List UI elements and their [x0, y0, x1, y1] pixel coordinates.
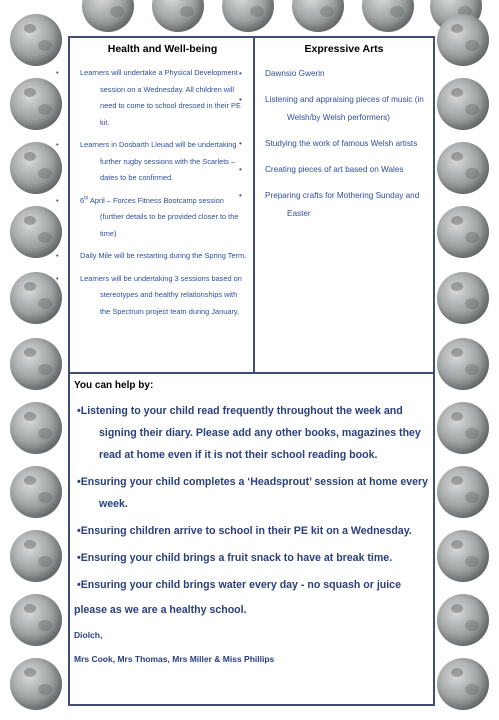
list-item: •Ensuring your child completes a ‘Headsprout’ session at home every week.	[77, 476, 429, 510]
health-wellbeing-panel	[56, 36, 255, 374]
moon-icon	[362, 0, 414, 32]
moon-icon	[152, 0, 204, 32]
moon-icon	[10, 338, 62, 390]
list-item: Dawnsio Gwerin	[265, 69, 325, 78]
list-item: Creating pieces of art based on Wales	[265, 165, 404, 174]
expressive-arts-title: Expressive Arts	[304, 43, 384, 55]
list-item: • Learners will undertake a Physical Development session on a Wednesday. All children will need to come to school dressed in their PE kit.	[56, 68, 241, 127]
list-item: • Learners in Dosbarth Lleuad will be undertaking further rugby sessions with the Scarlets – dates to be confirmed.	[56, 140, 237, 182]
list-item: •Ensuring children arrive to school in their PE kit on a Wednesday.	[77, 525, 412, 537]
moon-icon	[10, 272, 62, 324]
moon-icon	[10, 658, 62, 710]
list-item: •Ensuring your child brings a fruit snack to have at break time.	[77, 552, 393, 564]
list-item: Studying the work of famous Welsh artists	[265, 139, 418, 148]
moon-icon	[10, 78, 62, 130]
moon-icon	[10, 594, 62, 646]
sign-off: Diolch,	[74, 630, 103, 640]
moon-icon	[437, 78, 489, 130]
health-wellbeing-title: Health and Well-being	[107, 43, 218, 55]
list-item: • 6th April – Forces Fitness Bootcamp session (further details to be provided closer to the time)	[56, 195, 239, 238]
moon-icon	[10, 466, 62, 518]
moon-icon	[437, 338, 489, 390]
moon-icon	[292, 0, 344, 32]
list-item: Listening and appraising pieces of music (in Welsh/by Welsh performers)	[265, 95, 424, 122]
list-item: • Daily Mile will be restarting during the Spring Term.	[56, 251, 247, 260]
moon-icon	[437, 142, 489, 194]
moon-icon	[222, 0, 274, 32]
moon-icon	[437, 402, 489, 454]
moon-icon	[437, 466, 489, 518]
moon-icon	[437, 206, 489, 258]
signatories: Mrs Cook, Mrs Thomas, Mrs Miller & Miss Phillips	[74, 654, 275, 664]
list-item: •Ensuring your child brings water every day - no squash or juice	[77, 579, 401, 591]
health-wellbeing-list	[56, 65, 249, 320]
moon-icon	[437, 658, 489, 710]
moon-icon	[437, 272, 489, 324]
help-continuation: please as we are a healthy school.	[74, 604, 247, 616]
moon-icon	[10, 402, 62, 454]
help-list	[74, 400, 429, 596]
moon-icon	[437, 530, 489, 582]
expressive-arts-panel	[253, 36, 435, 374]
help-panel	[68, 372, 435, 706]
moon-icon	[10, 14, 62, 66]
help-title: You can help by:	[74, 380, 154, 391]
moon-icon	[82, 0, 134, 32]
expressive-arts-list	[261, 65, 427, 223]
list-item: Preparing crafts for Mothering Sunday and Easter	[265, 191, 420, 218]
moon-icon	[437, 594, 489, 646]
moon-icon	[10, 142, 62, 194]
moon-icon	[437, 14, 489, 66]
moon-icon	[10, 530, 62, 582]
list-item: •Listening to your child read frequently throughout the week and signing their diary. Please add any other books, magazines they read at home even if it is not their school reading book.	[77, 405, 421, 461]
moon-icon	[10, 206, 62, 258]
list-item: • Learners will be undertaking 3 sessions based on stereotypes and healthy relationships with the Spectrum project team during January.	[56, 273, 242, 316]
